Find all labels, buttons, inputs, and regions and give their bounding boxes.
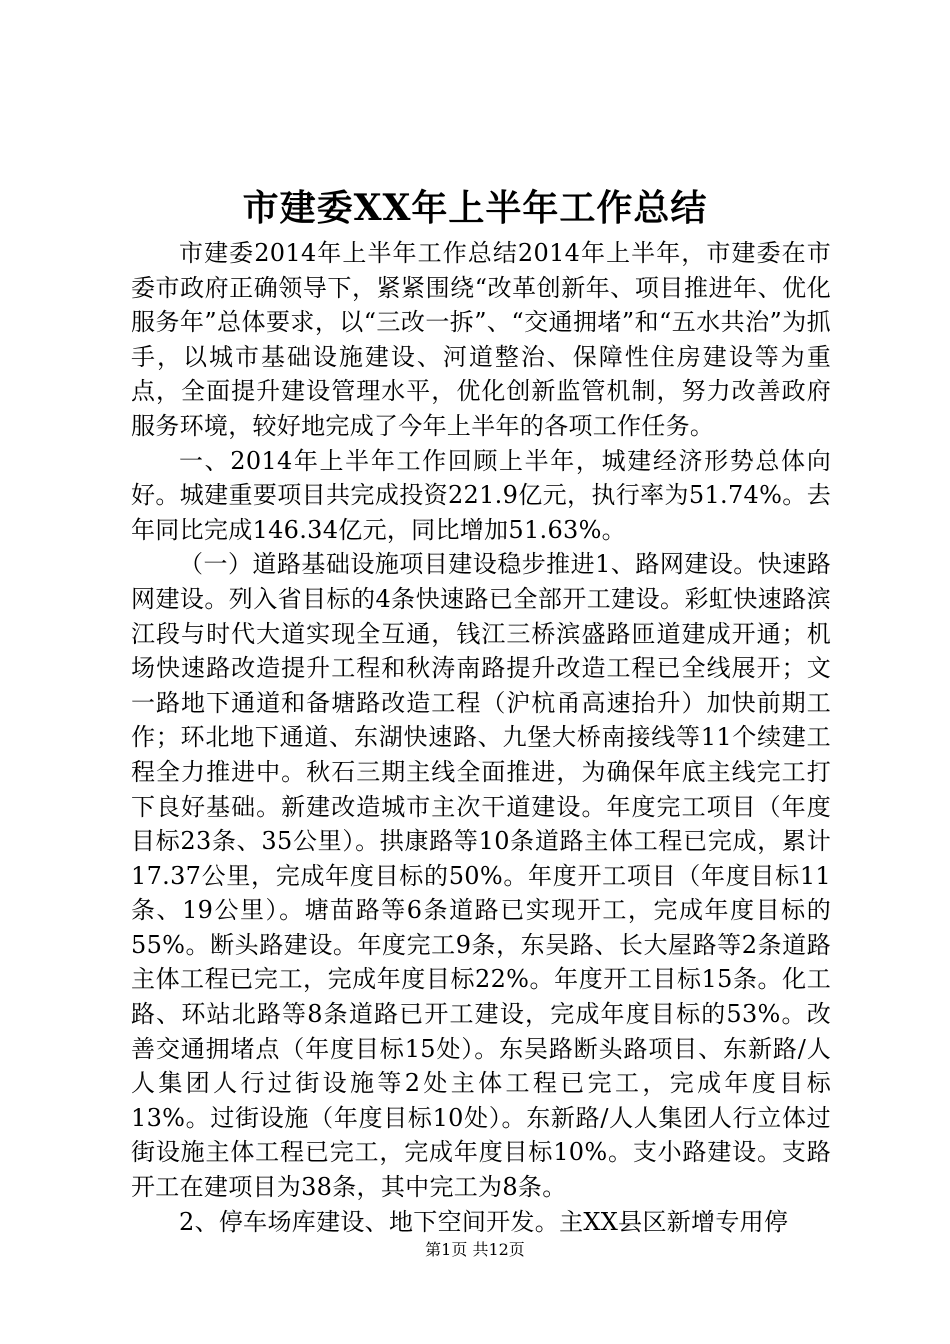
paragraph-review: 一、2014年上半年工作回顾上半年，城建经济形势总体向好。城建重要项目共完成投资221.9亿元，执行率为51.74%。去年同比完成146.34亿元，同比增加51.63%。 bbox=[131, 446, 831, 544]
document-title: 市建委XX年上半年工作总结 bbox=[242, 187, 708, 229]
paragraph-road-infrastructure: （一）道路基础设施项目建设稳步推进1、路网建设。快速路网建设。列入省目标的4条快速路已全部开工建设。彩虹快速路滨江段与时代大道实现全互通，钱江三桥滨盛路匝道建成开通；机场快速路改造提升工程和秋涛南路提升改造工程已全线展开；文一路地下通道和备塘路改造工程（沪杭甬高速抬升）加快前期工作；环北地下通道、东湖快速路、九堡大桥南接线等11个续建工程全力推进中。秋石三期主线全面推进，为确保年底主线完工打下良好基础。新建改造城市主次干道建设。年度完工项目（年度目标23条、35公里）。拱康路等10条道路主体工程已完成，累计17.37公里，完成年度目标的50%。年度开工项目（年度目标11条、19公里）。塘苗路等6条道路已实现开工，完成年度目标的55%。断头路建设。年度完工9条，东吴路、长大屋路等2条道路主体工程已完工，完成年度目标22%。年度开工目标15条。化工路、环站北路等8条道路已开工建设，完成年度目标的53%。改善交通拥堵点（年度目标15处）。东吴路断头路项目、东新路/人人集团人行过街设施等2处主体工程已完工，完成年度目标13%。过街设施（年度目标10处）。东新路/人人集团人行立体过街设施主体工程已完工，完成年度目标10%。支小路建设。支路开工在建项目为38条，其中完工为8条。 bbox=[131, 550, 831, 1202]
paragraph-intro: 市建委2014年上半年工作总结2014年上半年，市建委在市委市政府正确领导下，紧紧围绕“改革创新年、项目推进年、优化服务年”总体要求，以“三改一拆”、“交通拥堵”和“五水共治”为抓手，以城市基础设施建设、河道整治、保障性住房建设等为重点，全面提升建设管理水平，优化创新监管机制，努力改善政府服务环境，较好地完成了今年上半年的各项工作任务。 bbox=[131, 239, 831, 440]
document-body bbox=[131, 236, 831, 1239]
page-number-footer: 第1页 共12页 bbox=[425, 1240, 525, 1259]
paragraph-parking: 2、停车场库建设、地下空间开发。主XX县区新增专用停 bbox=[179, 1207, 789, 1236]
